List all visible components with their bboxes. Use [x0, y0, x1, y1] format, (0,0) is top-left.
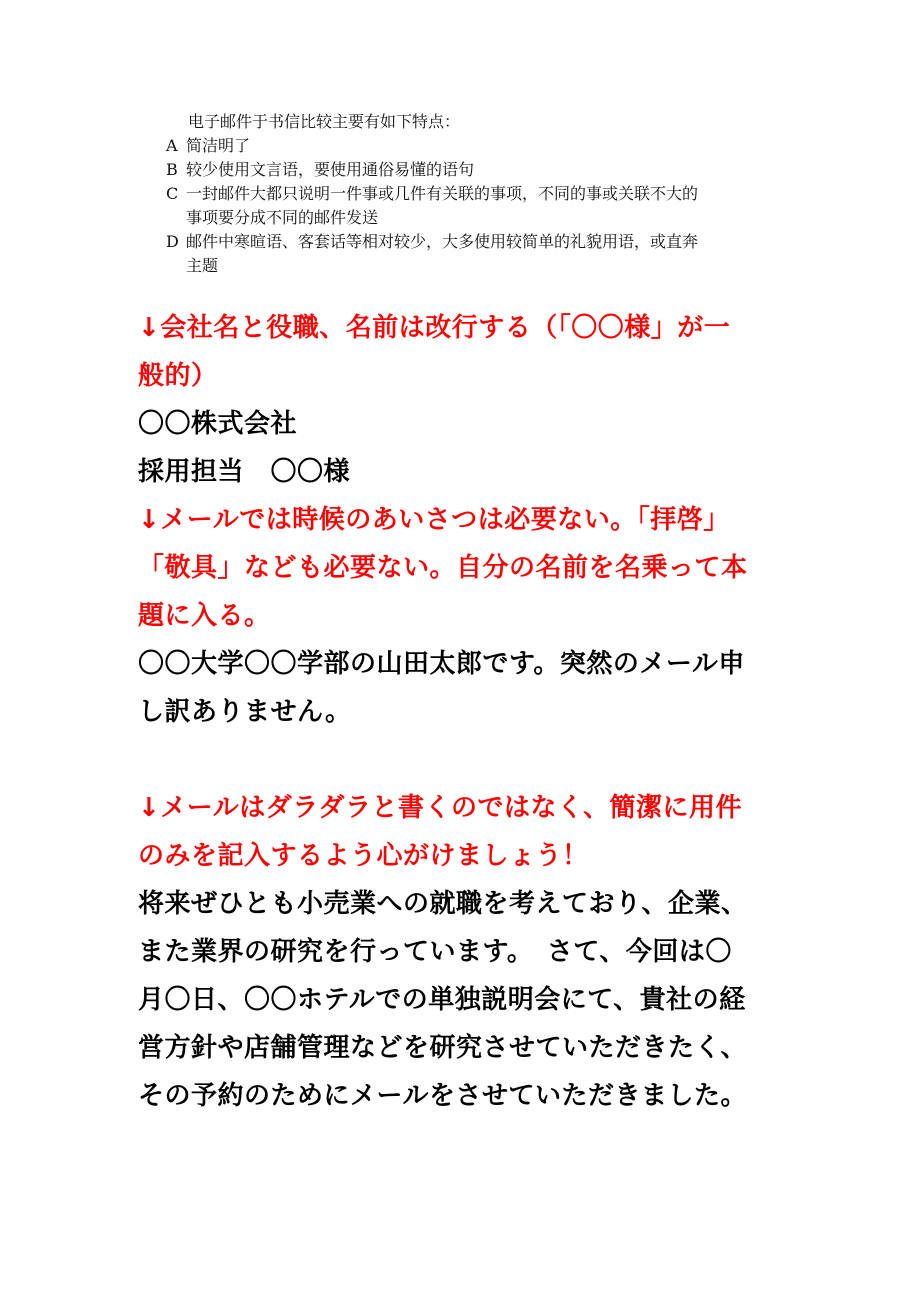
recipient-line: 採用担当 〇〇様 — [138, 457, 351, 487]
note-item-text: 一封邮件大都只说明一件事或几件有关联的事项，不同的事或关联不大的 事项要分成不同的邮件发送 — [186, 184, 699, 227]
hint-greeting: ↓メールでは時候のあいさつは必要ない。「拝啓」 「敬具」なども必要ない。自分の名前を名乗って本 題に入る。 — [138, 505, 748, 631]
note-item-a — [166, 134, 806, 158]
note-item-d — [166, 230, 806, 278]
note-item-text: 较少使用文言语，要使用通俗易懂的语句 — [186, 160, 475, 179]
note-item-c — [166, 182, 806, 230]
note-item-text: 简洁明了 — [186, 136, 251, 155]
note-item-letter: B — [166, 160, 178, 179]
email-template — [138, 304, 806, 1120]
email-body-text: 将来ぜひとも小売業への就職を考えており、企業、 また業界の研究を行っています。 さて、今回は〇 月〇日、〇〇ホテルでの単独説明会にて、貴社の経 営方針や店舗管理などを研究させていただきたく、 その予約のためにメールをさせていただきました。 — [138, 889, 748, 1111]
hint-name-format: ↓会社名と役職、名前は改行する（「〇〇様」が一 般的） — [138, 313, 731, 391]
note-item-letter: A — [166, 136, 178, 155]
blank-line — [138, 736, 806, 784]
note-item-b — [166, 158, 806, 182]
note-item-text: 邮件中寒暄语、客套话等相对较少，大多使用较简单的礼貌用语，或直奔 主题 — [186, 232, 699, 275]
company-name: 〇〇株式会社 — [138, 409, 298, 439]
note-intro: 电子邮件于书信比较主要有如下特点： — [188, 112, 461, 131]
email-features-note — [166, 110, 806, 278]
note-item-letter: C — [166, 184, 179, 203]
self-introduction: 〇〇大学〇〇学部の山田太郎です。突然のメール申 し訳ありません。 — [138, 649, 745, 727]
note-item-letter: D — [166, 232, 179, 251]
hint-concise: ↓メールはダラダラと書くのではなく、簡潔に用件 のみを記入するよう心がけましょう！ — [138, 793, 742, 871]
